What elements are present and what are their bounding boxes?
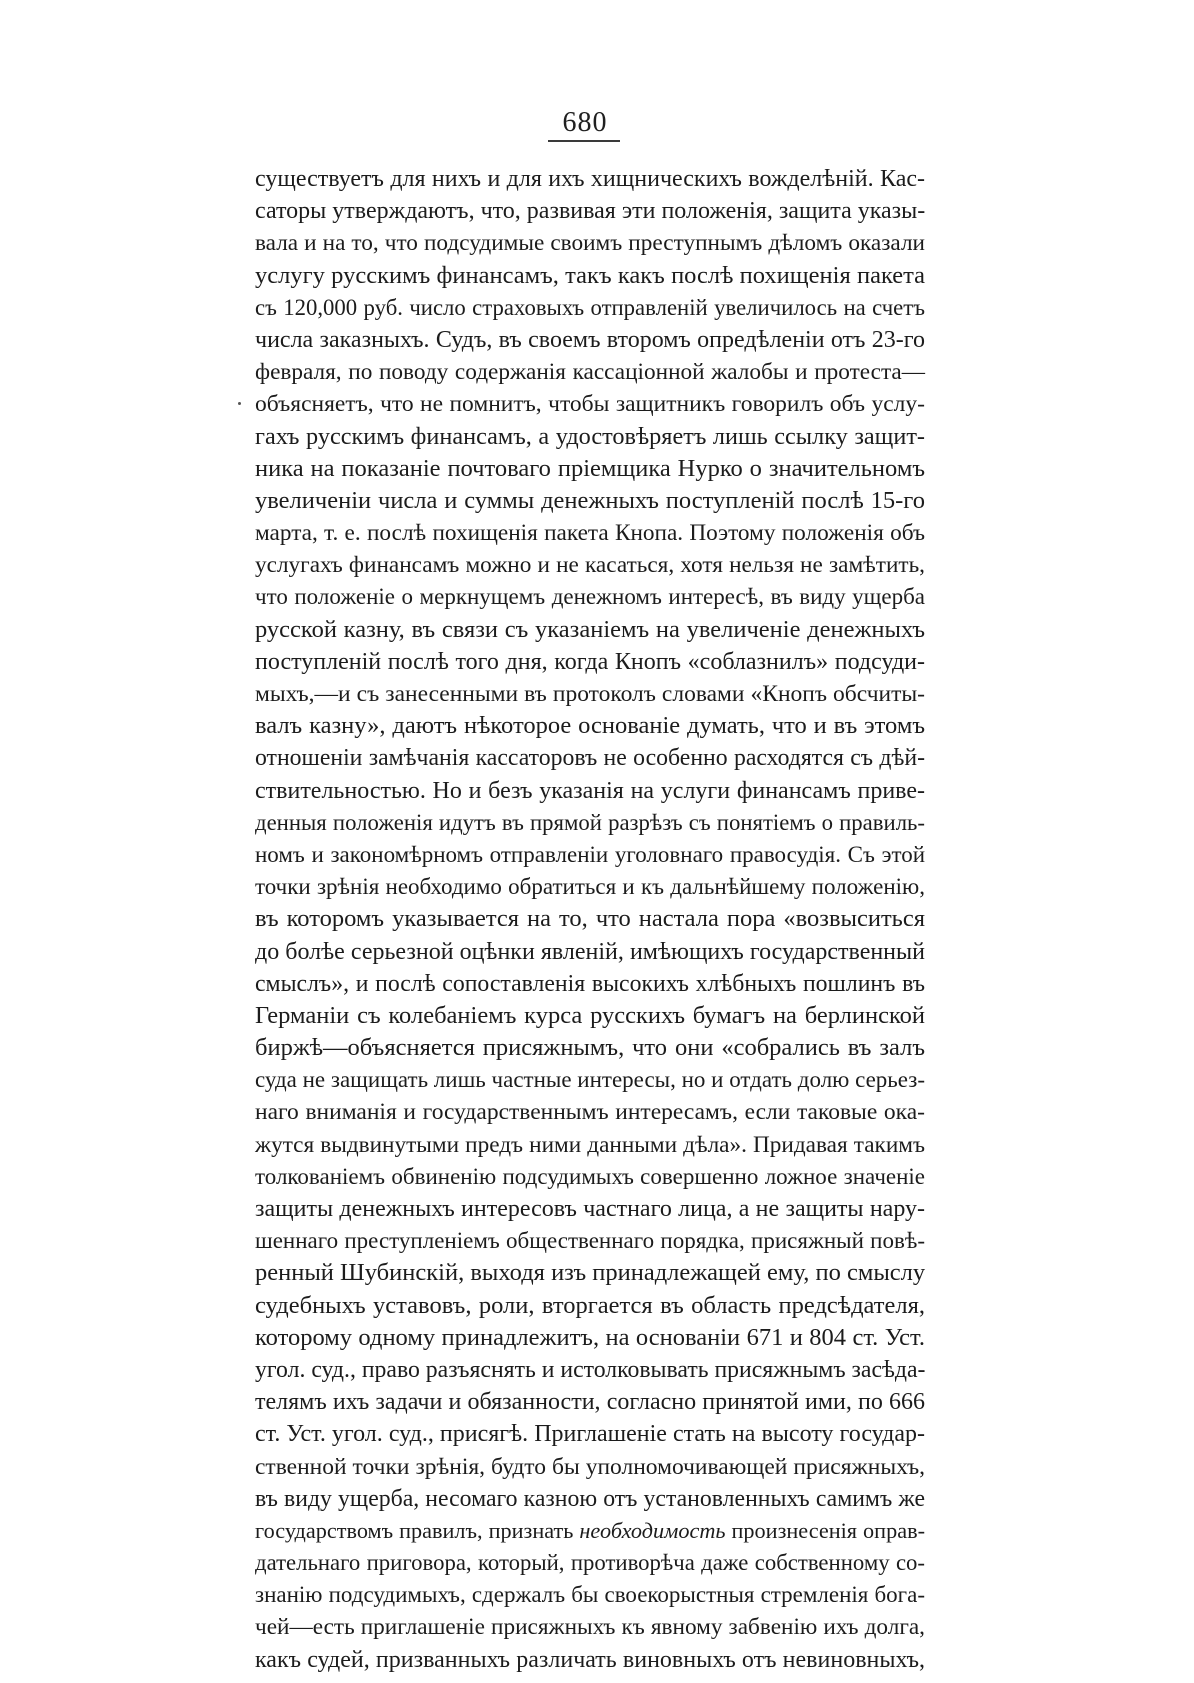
text-line: чей—есть приглашеніе присяжныхъ къ явному забвенію ихъ долга, [255, 1614, 925, 1641]
text-line: денныя положенія идутъ въ прямой разрѣзъ съ понятіемъ о правиль- [255, 809, 925, 835]
text-line: угол. суд., право разъяснять и истолковывать присяжнымъ засѣда- [255, 1356, 926, 1383]
text-line: въ которомъ указывается на то, что настала пора «возвыситься [255, 905, 925, 933]
print-speck [238, 402, 241, 405]
text-line: защиты денежныхъ интересовъ частнаго лица, а не защиты нару- [255, 1196, 925, 1222]
text-line: шеннаго преступленіемъ общественнаго порядка, присяжный повѣ- [255, 1228, 925, 1254]
page-number: 680 [562, 107, 608, 138]
page-number-container [545, 108, 625, 138]
text-line: толкованіемъ обвиненію подсудимыхъ совершенно ложное значеніе [255, 1163, 925, 1189]
text-line: смыслъ», и послѣ сопоставленія высокихъ хлѣбныхъ пошлинъ въ [255, 970, 925, 997]
text-line: которому одному принадлежитъ, на основаніи 671 и 804 ст. Уст. [255, 1323, 925, 1351]
text-line: русской казну, въ связи съ указаніемъ на увеличеніе денежныхъ [255, 615, 925, 643]
text-line: ственной точки зрѣнія, будто бы уполномочивающей присяжныхъ, [255, 1453, 925, 1480]
text-line: наго вниманія и государственнымъ интересамъ, если таковые ока- [255, 1099, 925, 1126]
text-line: отношеніи замѣчанія кассаторовъ не особенно расходятся съ дѣй- [255, 745, 925, 772]
text-line: телямъ ихъ задачи и обязанности, согласно принятой ими, по 666 [255, 1389, 925, 1416]
body-text [255, 163, 925, 1676]
text-line: услугу русскимъ финансамъ, такъ какъ послѣ похищенія пакета [255, 261, 925, 289]
text-line: существуетъ для нихъ и для ихъ хищническихъ вожделѣній. Кас- [255, 166, 925, 192]
text-line: вала и на то, что подсудимые своимъ преступнымъ дѣломъ оказали [255, 230, 925, 257]
emphasized-word: необходимость [579, 1517, 726, 1543]
text-line: марта, т. е. послѣ похищенія пакета Кнопа. Поэтому положенія объ [255, 520, 925, 547]
text-line: ст. Уст. угол. суд., присягѣ. Приглашеніе стать на высоту государ- [255, 1421, 925, 1448]
text-line: до болѣе серьезной оцѣнки явленій, имѣющихъ государственный [255, 938, 925, 965]
text-line: объясняетъ, что не помнитъ, чтобы защитникъ говорилъ объ услу- [255, 391, 925, 418]
text-line: знанію подсудимыхъ, сдержалъ бы своекорыстныя стремленія бога- [255, 1582, 925, 1608]
text-line: точки зрѣнія необходимо обратиться и къ дальнѣйшему положенію, [255, 874, 925, 900]
text-line: февраля, по поводу содержанія кассаціонной жалобы и протеста— [255, 359, 925, 386]
text-line: какъ судей, призванныхъ различать виновныхъ отъ невиновныхъ, [255, 1646, 925, 1673]
text-line: ника на показаніе почтоваго пріемщика Нурко о значительномъ [255, 454, 925, 482]
text-line: судебныхъ уставовъ, роли, вторгается въ область предсѣдателя, [255, 1291, 925, 1319]
text-line: номъ и закономѣрномъ отправленіи уголовнаго правосудія. Съ этой [255, 841, 925, 867]
text-line: числа заказныхъ. Судъ, въ своемъ второмъ опредѣленіи отъ 23-го [255, 326, 925, 353]
text-line: государствомъ правилъ, признать необходимость произнесенія оправ- [255, 1517, 925, 1543]
text-line: гахъ русскимъ финансамъ, а удостовѣряетъ лишь ссылку защит- [255, 422, 925, 450]
text-line: биржѣ—объясняется присяжнымъ, что они «собрались въ залъ [255, 1034, 925, 1062]
page-number-underline [548, 140, 620, 142]
text-line: ренный Шубинскій, выходя изъ принадлежащей ему, по смыслу [255, 1259, 926, 1287]
text-line: валъ казну», даютъ нѣкоторое основаніе думать, что и въ этомъ [255, 712, 925, 740]
text-line: саторы утверждаютъ, что, развивая эти положенія, защита указы- [255, 198, 926, 225]
text-line: суда не защищать лишь частные интересы, но и отдать долю серьез- [255, 1067, 926, 1093]
text-line: Германіи съ колебаніемъ курса русскихъ бумагъ на берлинской [255, 1001, 925, 1029]
text-line: ствительностью. Но и безъ указанія на услуги финансамъ приве- [255, 777, 925, 804]
text-line: съ 120,000 руб. число страховыхъ отправленій увеличилось на счетъ [255, 294, 925, 320]
text-line: что положеніе о меркнущемъ денежномъ интересѣ, въ виду ущерба [255, 584, 925, 610]
text-line: увеличеніи числа и суммы денежныхъ поступленій послѣ 15-го [255, 486, 925, 514]
text-line: дательнаго приговора, который, противорѣча даже собственному со- [255, 1550, 925, 1576]
text-line: услугахъ финансамъ можно и не касаться, хотя нельзя не замѣтить, [255, 552, 925, 579]
text-line: поступленій послѣ того дня, когда Кнопъ «соблазнилъ» подсуди- [255, 648, 925, 675]
text-line: въ виду ущерба, несомаго казною отъ установленныхъ самимъ же [255, 1485, 925, 1512]
text-line: мыхъ,—и съ занесенными въ протоколъ словами «Кнопъ обсчиты- [255, 681, 925, 707]
text-line: жутся выдвинутыми предъ ними данными дѣла». Придавая такимъ [255, 1131, 925, 1158]
